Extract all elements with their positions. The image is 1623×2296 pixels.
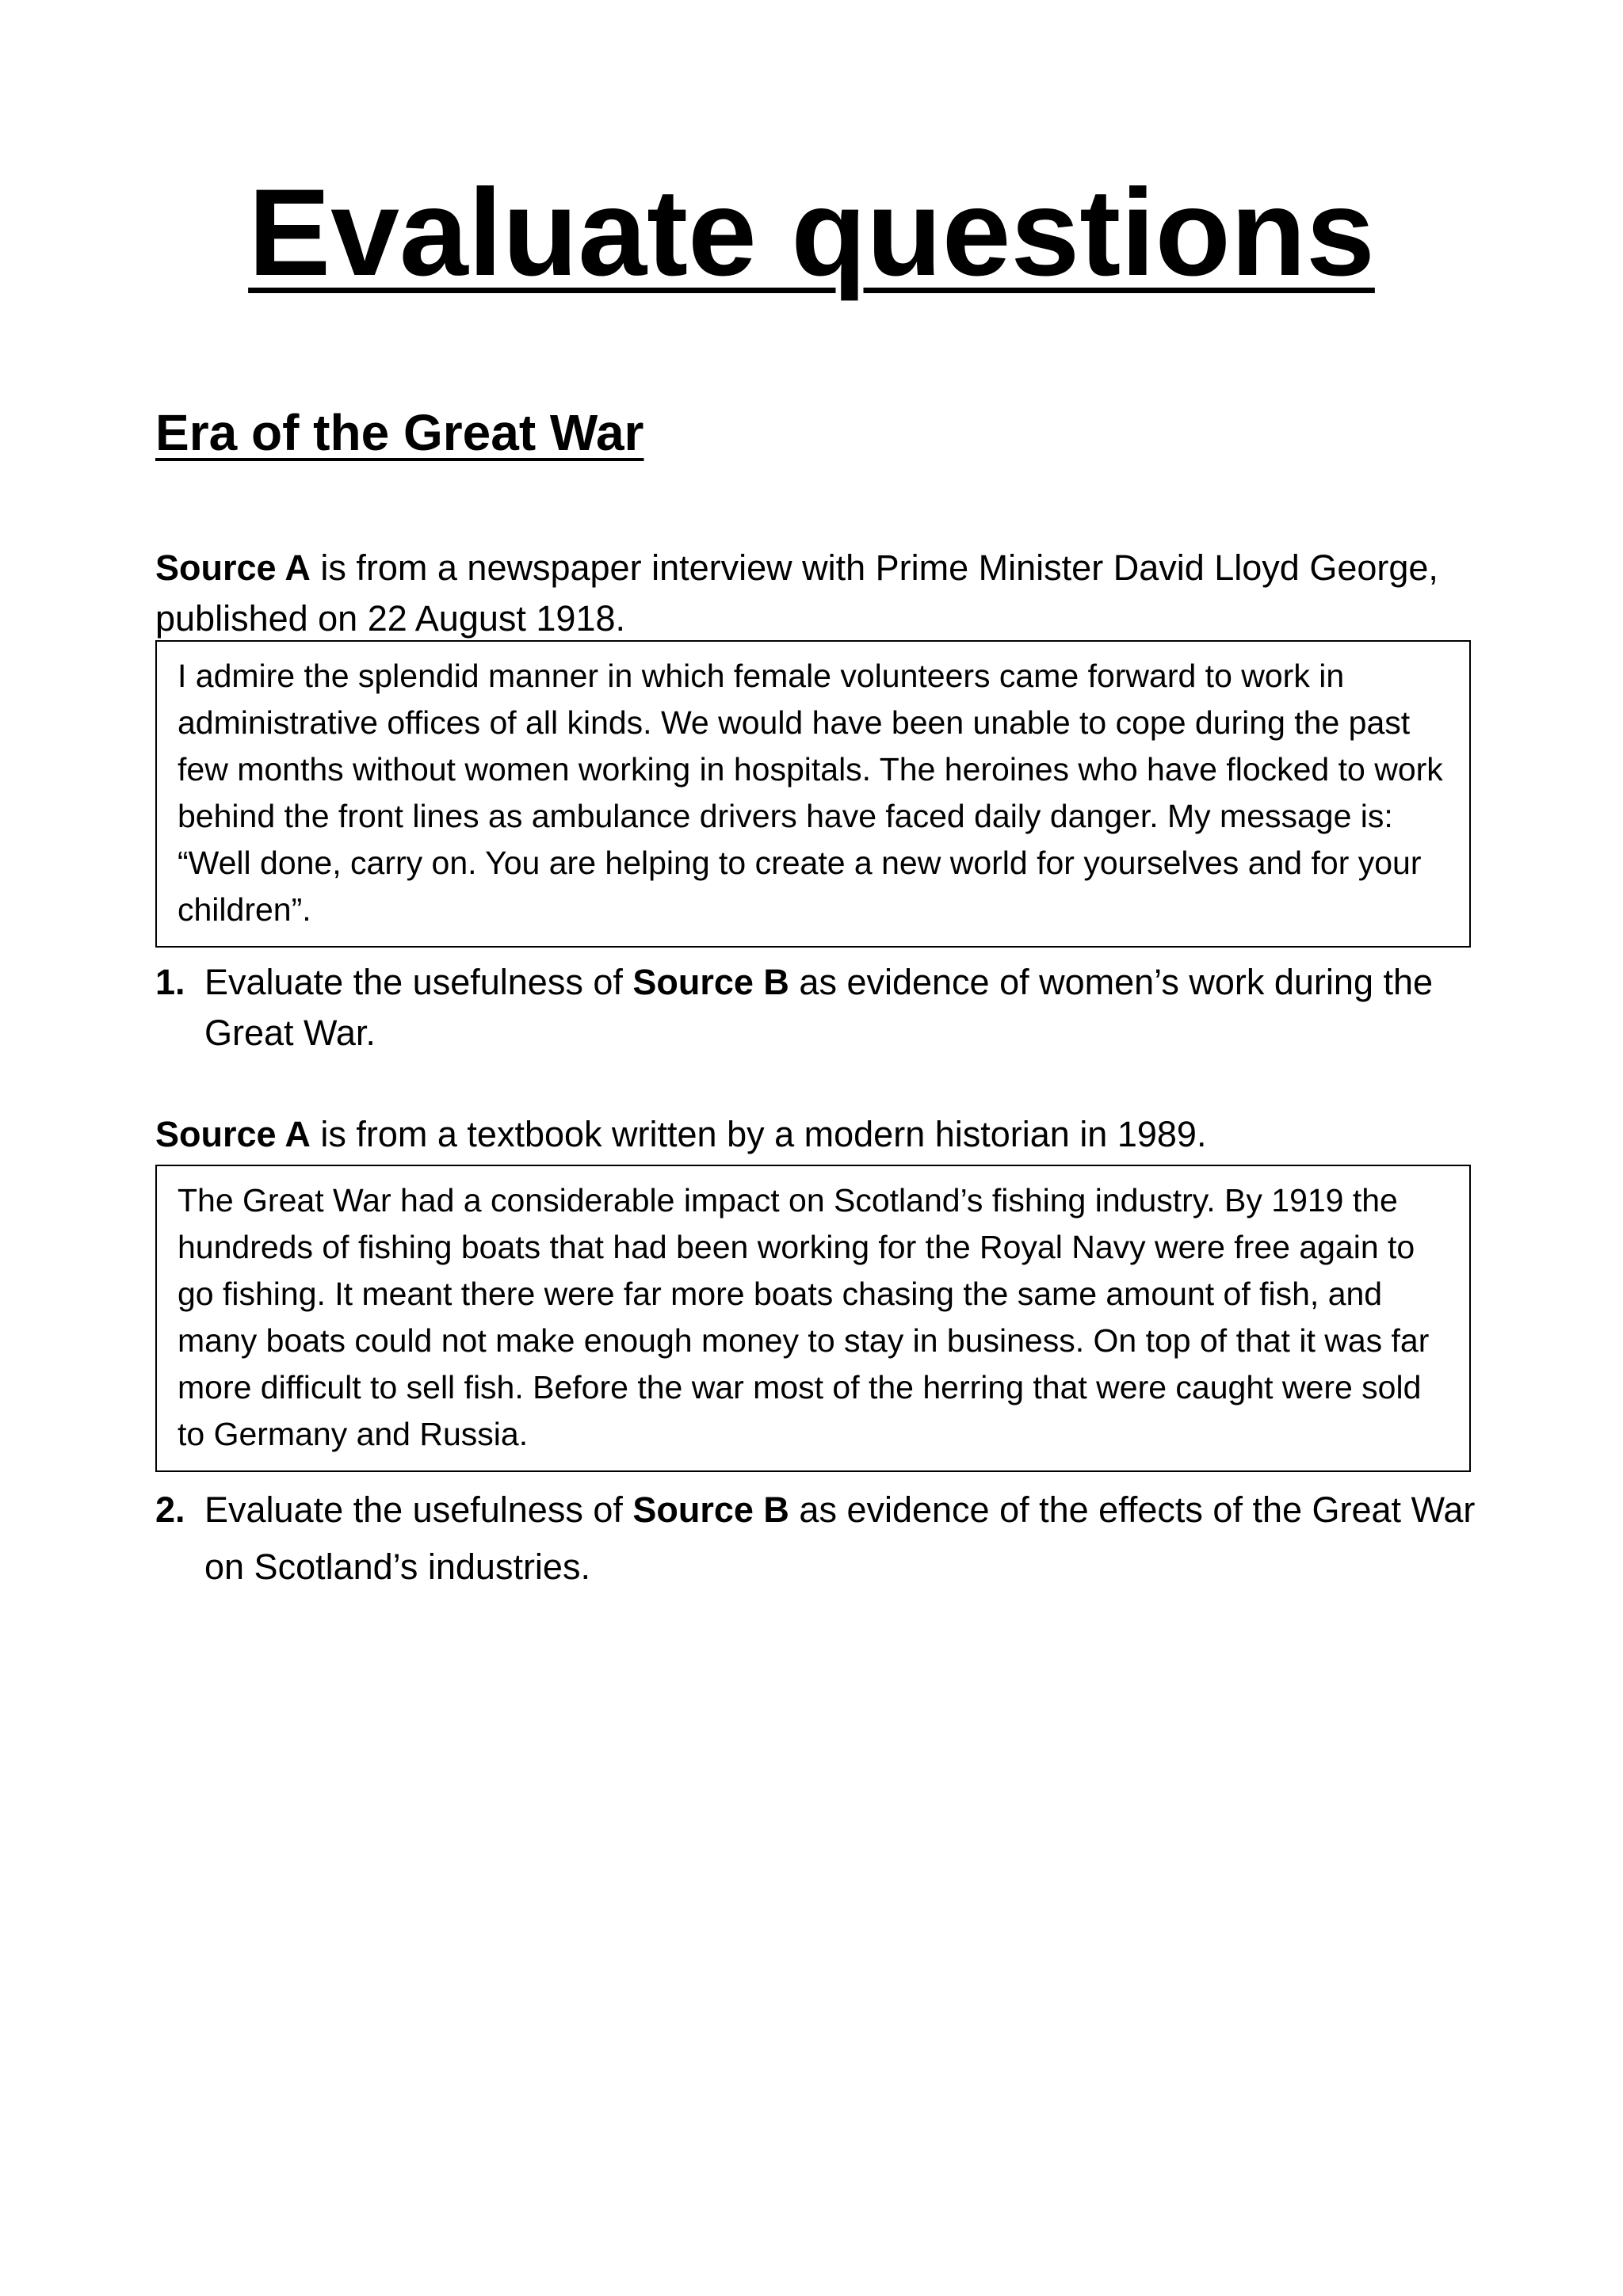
source-1-label: Source A	[155, 547, 311, 588]
source-1-box	[155, 640, 1471, 948]
question-1	[155, 957, 1487, 1058]
source-2-description: is from a textbook written by a modern historian in 1989.	[310, 1114, 1207, 1154]
question-2-prefix: Evaluate the usefulness of	[204, 1489, 633, 1530]
source-2-intro	[155, 1109, 1487, 1160]
question-1-source-ref: Source B	[632, 962, 789, 1002]
source-2-label: Source A	[155, 1114, 311, 1154]
page-title	[0, 162, 1623, 304]
question-2	[155, 1482, 1487, 1596]
question-1-text	[155, 957, 1487, 1058]
source-2-text: The Great War had a considerable impact on Scotland’s fishing industry. By 1919 the hundreds of fishing boats that had been working for the Royal Navy were free again to go fishing. It meant there were far more boats chasing the same amount of fish, and many boats could not make enough money to stay in business. On top of that it was far more difficult to sell fish. Before the war most of the herring that were caught were sold to Germany and Russia.	[178, 1182, 1430, 1452]
source-2-box	[155, 1165, 1471, 1472]
section-heading-text: Era of the Great War	[155, 404, 644, 461]
source-1-description: is from a newspaper interview with Prime Minister David Lloyd George, published on 22 August 1918.	[155, 547, 1438, 639]
question-1-suffix: as evidence of women’s work during the Great War.	[204, 962, 1434, 1053]
section-heading	[155, 402, 643, 463]
question-2-number: 2.	[155, 1489, 185, 1530]
page-title-text: Evaluate questions	[248, 164, 1375, 302]
question-1-prefix: Evaluate the usefulness of	[204, 962, 633, 1002]
source-1-text: I admire the splendid manner in which female volunteers came forward to work in administrative offices of all kinds. We would have been unable to cope during the past few months without women working in hospitals. The heroines who have flocked to work behind the front lines as ambulance drivers have faced daily danger. My message is: “Well done, carry on. You are helping to create a new world for yourselves and for your children”.	[178, 658, 1443, 928]
question-2-source-ref: Source B	[632, 1489, 789, 1530]
question-2-suffix: as evidence of the effects of the Great War on Scotland’s industries.	[204, 1489, 1476, 1587]
question-2-text	[155, 1482, 1487, 1596]
source-1-intro	[155, 543, 1487, 644]
question-1-number: 1.	[155, 962, 185, 1002]
